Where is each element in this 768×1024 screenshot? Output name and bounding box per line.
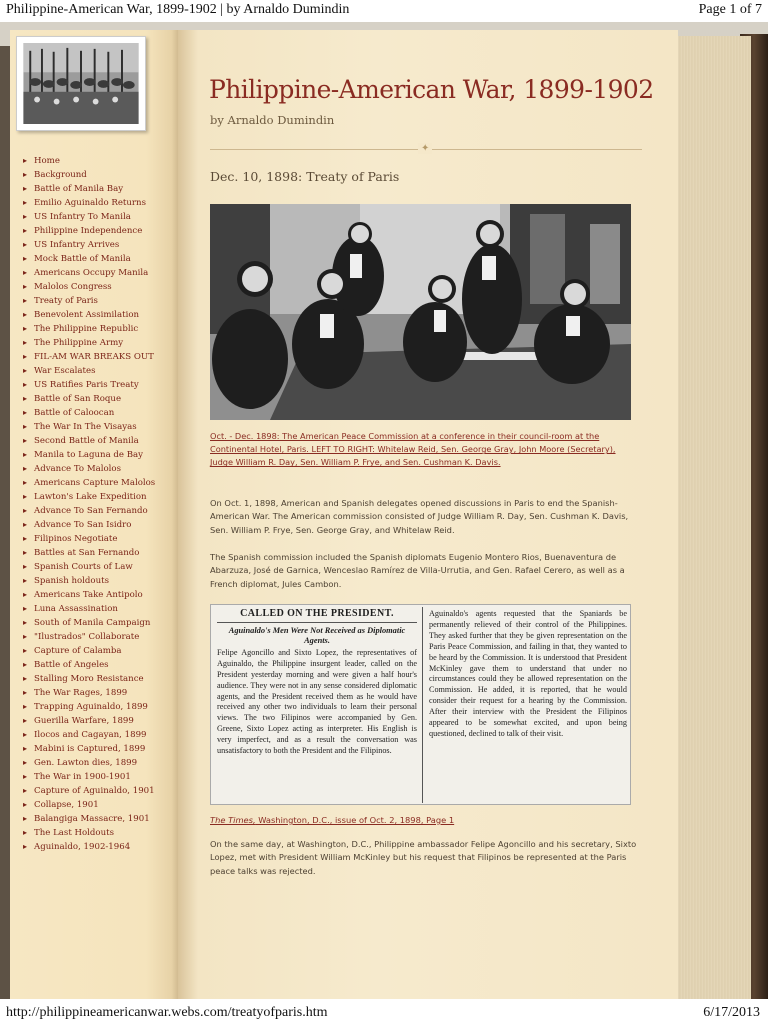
sidebar-nav-link[interactable]: South of Manila Campaign [34, 618, 151, 628]
book-page-stack [676, 36, 751, 999]
sidebar-nav-link[interactable]: Battle of Angeles [34, 660, 109, 670]
sidebar-nav-link[interactable]: Battle of Manila Bay [34, 184, 124, 194]
sidebar-nav-item[interactable] [20, 450, 170, 460]
sidebar-nav-item[interactable] [20, 324, 170, 334]
clipping-left-body: Felipe Agoncillo and Sixto Lopez, the representatives of Aguinaldo, the Philippine insurgent leader, called on the President yesterday morning and were given a half hour's audience. They were not in any sense considered diplomatic agents, and the President received them as he would have received any other two individuals to learn their personal views. The two Filipinos were accompanied by Gen. Greene, Sixto Lopez acting as interpreter. His English is very imperfect, and as a result the conversation was unsatisfactory to both the President and the Filipinos. [217, 647, 417, 756]
sidebar-nav-item[interactable] [20, 716, 170, 726]
sidebar-nav-item[interactable] [20, 576, 170, 586]
sidebar-nav-link[interactable]: Benevolent Assimilation [34, 310, 140, 320]
sidebar-nav-item[interactable] [20, 380, 170, 390]
sidebar-nav-link[interactable]: Capture of Aguinaldo, 1901 [34, 786, 155, 796]
sidebar-nav-link[interactable]: Emilio Aguinaldo Returns [34, 198, 146, 208]
source-publication: The Times, [210, 815, 256, 825]
sidebar-nav-item[interactable] [20, 660, 170, 670]
print-header [0, 0, 768, 22]
sidebar-nav-item[interactable] [20, 212, 170, 222]
page-title: Dec. 10, 1898: Treaty of Paris [210, 169, 400, 184]
divider-ornament-icon: ✦ [418, 143, 432, 154]
sidebar-nav-link[interactable]: "Ilustrados" Collaborate [34, 632, 140, 642]
sidebar-nav-link[interactable]: US Infantry To Manila [34, 212, 131, 222]
clipping-right-body: Aguinaldo's agents requested that the Spaniards be permanently relieved of their control of the Philippines. They asked further that they be given representation on the Paris Peace Commission, and failing in that, they wanted to be heard by the Commission. It is understood that President McKinley gave them to understand that under no circumstances could they be allowed representation on the Commission. He added, it is reported, that he would consider their request for a hearing by the Commission. After their interview with the President the Filipinos appeared to be somewhat excited, and upon being questioned, declined to talk of their visit. [429, 609, 627, 738]
sidebar-nav-item[interactable] [20, 534, 170, 544]
sidebar-nav-item[interactable] [20, 520, 170, 530]
sidebar-nav-item[interactable] [20, 702, 170, 712]
sidebar-nav-link[interactable]: Americans Occupy Manila [34, 268, 149, 278]
source-detail: Washington, D.C., issue of Oct. 2, 1898, Page 1 [255, 815, 455, 825]
sidebar-nav-link[interactable]: The War In The Visayas [34, 422, 137, 432]
sidebar-nav-link[interactable]: Aguinaldo, 1902-1964 [34, 842, 131, 852]
sidebar-nav-item[interactable] [20, 758, 170, 768]
sidebar-nav-link[interactable]: US Ratifies Paris Treaty [34, 380, 139, 390]
paragraph-agoncillo-meeting: On the same day, at Washington, D.C., Philippine ambassador Felipe Agoncillo and his secretary, Sixto Lopez, met with President William McKinley but his request that Filipinos be represented at the Paris peace talks was rejected. [210, 839, 637, 876]
sidebar-nav-link[interactable]: Americans Capture Malolos [34, 478, 156, 488]
sidebar-nav-item[interactable] [20, 156, 170, 166]
sidebar-nav-link[interactable]: Mabini is Captured, 1899 [34, 744, 146, 754]
sidebar-nav-item[interactable] [20, 772, 170, 782]
sidebar-nav-item[interactable] [20, 674, 170, 684]
sidebar-nav-item[interactable] [20, 618, 170, 628]
sidebar-nav-item[interactable] [20, 828, 170, 838]
sidebar-nav-item[interactable] [20, 548, 170, 558]
sidebar-nav-item[interactable] [20, 814, 170, 824]
sidebar-nav-link[interactable]: Balangiga Massacre, 1901 [34, 814, 150, 824]
print-document-title: Philippine-American War, 1899-1902 | by Arnaldo Dumindin [6, 2, 350, 17]
paragraph-american-delegates: On Oct. 1, 1898, American and Spanish delegates opened discussions in Paris to end the Spanish-American War. The American commission consisted of Judge William R. Day, Sen. Cushman K. Davis, Sen. William P. Frye, Sen. George Gray, and Whitelaw Reid. [210, 498, 629, 535]
sidebar-nav-link[interactable]: Philippine Independence [34, 226, 143, 236]
sidebar-nav-link[interactable]: Spanish holdouts [34, 576, 110, 586]
sidebar-nav-link[interactable]: Filipinos Negotiate [34, 534, 118, 544]
sidebar-nav-link[interactable]: US Infantry Arrives [34, 240, 120, 250]
sidebar-nav-item[interactable] [20, 506, 170, 516]
sidebar-nav-link[interactable]: Mock Battle of Manila [34, 254, 131, 264]
print-footer [0, 999, 768, 1024]
sidebar-nav-link[interactable]: Luna Assassination [34, 604, 118, 614]
sidebar-nav-link[interactable]: The War Rages, 1899 [34, 688, 128, 698]
sidebar-nav-link[interactable]: Guerilla Warfare, 1899 [34, 716, 134, 726]
sidebar-nav-item[interactable] [20, 632, 170, 642]
sidebar-nav-item[interactable] [20, 422, 170, 432]
sidebar-nav-item[interactable] [20, 562, 170, 572]
sidebar-nav-link[interactable]: Trapping Aguinaldo, 1899 [34, 702, 148, 712]
sidebar-nav-link[interactable]: The Last Holdouts [34, 828, 114, 838]
sidebar-nav-link[interactable]: FIL-AM WAR BREAKS OUT [34, 352, 154, 362]
sidebar-nav-item[interactable] [20, 268, 170, 278]
sidebar-nav-item[interactable] [20, 478, 170, 488]
newspaper-clipping [210, 604, 631, 805]
sidebar-nav-link[interactable]: The War in 1900-1901 [34, 772, 131, 782]
print-date: 6/17/2013 [703, 1005, 760, 1020]
sidebar-nav-link[interactable]: Capture of Calamba [34, 646, 122, 656]
sidebar-nav-link[interactable]: Stalling Moro Resistance [34, 674, 144, 684]
sidebar-nav [20, 156, 170, 856]
sidebar-nav-item[interactable] [20, 436, 170, 446]
sidebar-nav-item[interactable] [20, 646, 170, 656]
sidebar-nav-item[interactable] [20, 730, 170, 740]
sidebar-nav-item[interactable] [20, 184, 170, 194]
sidebar-nav-link[interactable]: War Escalates [34, 366, 96, 376]
sidebar-nav-item[interactable] [20, 198, 170, 208]
clipping-source-link[interactable] [210, 815, 454, 825]
sidebar-nav-link[interactable]: Malolos Congress [34, 282, 112, 292]
sidebar-nav-link[interactable]: Advance To San Fernando [34, 506, 148, 516]
clipping-headline: CALLED ON THE PRESIDENT. [217, 609, 417, 623]
sidebar-nav-item[interactable] [20, 296, 170, 306]
sidebar-nav-item[interactable] [20, 604, 170, 614]
sidebar-nav-link[interactable]: Manila to Laguna de Bay [34, 450, 144, 460]
sidebar-nav-link[interactable]: Background [34, 170, 87, 180]
sidebar-nav-item[interactable] [20, 744, 170, 754]
sidebar-nav-link[interactable]: The Philippine Army [34, 338, 124, 348]
sidebar-nav-item[interactable] [20, 282, 170, 292]
clipping-subhead: Aguinaldo's Men Were Not Received as Diplomatic Agents. [228, 625, 406, 645]
sidebar-nav-link[interactable]: Battle of San Roque [34, 394, 122, 404]
sidebar-nav-link[interactable]: Ilocos and Cagayan, 1899 [34, 730, 147, 740]
sidebar-nav-item[interactable] [20, 688, 170, 698]
sidebar-nav-link[interactable]: The Philippine Republic [34, 324, 139, 334]
commission-photo-image [210, 204, 631, 420]
sidebar-nav-link[interactable]: Collapse, 1901 [34, 800, 99, 810]
sidebar-nav-item[interactable] [20, 226, 170, 236]
print-page-indicator: Page 1 of 7 [698, 2, 762, 17]
sidebar-nav-link[interactable]: Battles at San Fernando [34, 548, 140, 558]
print-url: http://philippineamericanwar.webs.com/treatyofparis.htm [6, 1005, 328, 1020]
sidebar-nav-link[interactable]: Advance To Malolos [34, 464, 121, 474]
sidebar-nav-link[interactable]: Spanish Courts of Law [34, 562, 133, 572]
peace-commission-photo [210, 204, 631, 420]
soldiers-photo-icon [23, 43, 139, 124]
paragraph-spanish-commission: The Spanish commission included the Spanish diplomats Eugenio Montero Rios, Buenaventura de Abarzuza, José de Garnica, Wenceslao Ramírez de Villa-Urrutia, and Gen. Rafael Cerero, as well as a French diplomat, Jules Cambon. [210, 552, 625, 589]
clipping-column-divider [422, 607, 423, 803]
sidebar-nav-item[interactable] [20, 254, 170, 264]
sidebar-nav-item[interactable] [20, 338, 170, 348]
sidebar-nav-item[interactable] [20, 366, 170, 376]
photo-caption-link[interactable]: Oct. - Dec. 1898: The American Peace Commission at a conference in their council-room at the Continental Hotel, Paris. LEFT TO RIGHT: Whitelaw Reid, Sen. George Gray, John Moore (Secretary), Judge William R. Day, Sen. William P. Frye, and Sen. Cushman K. Davis. [210, 431, 616, 468]
sidebar-nav-link[interactable]: Advance To San Isidro [34, 520, 132, 530]
sidebar-nav-link[interactable]: Battle of Caloocan [34, 408, 115, 418]
clipping-left-column [217, 609, 417, 757]
sidebar-nav-link[interactable]: Americans Take Antipolo [34, 590, 143, 600]
site-title[interactable]: Philippine-American War, 1899-1902 [209, 75, 654, 104]
sidebar-nav-item[interactable] [20, 464, 170, 474]
sidebar-nav-item[interactable] [20, 590, 170, 600]
sidebar-nav-item[interactable] [20, 240, 170, 250]
sidebar-nav-item[interactable] [20, 800, 170, 810]
site-byline: by Arnaldo Dumindin [210, 113, 335, 127]
sidebar-nav-link[interactable]: Home [34, 156, 60, 166]
sidebar-nav-link[interactable]: Gen. Lawton dies, 1899 [34, 758, 138, 768]
sidebar-nav-item[interactable] [20, 786, 170, 796]
sidebar-nav-item[interactable] [20, 394, 170, 404]
sidebar-nav-link[interactable]: Treaty of Paris [34, 296, 98, 306]
sidebar-nav-item[interactable] [20, 170, 170, 180]
sidebar-nav-link[interactable]: Lawton's Lake Expedition [34, 492, 147, 502]
sidebar-nav-item[interactable] [20, 408, 170, 418]
sidebar-nav-item[interactable] [20, 310, 170, 320]
sidebar-nav-item[interactable] [20, 492, 170, 502]
header-thumbnail-image[interactable] [16, 36, 146, 131]
sidebar-nav-item[interactable] [20, 352, 170, 362]
sidebar-nav-link[interactable]: Second Battle of Manila [34, 436, 139, 446]
sidebar-nav-item[interactable] [20, 842, 170, 852]
